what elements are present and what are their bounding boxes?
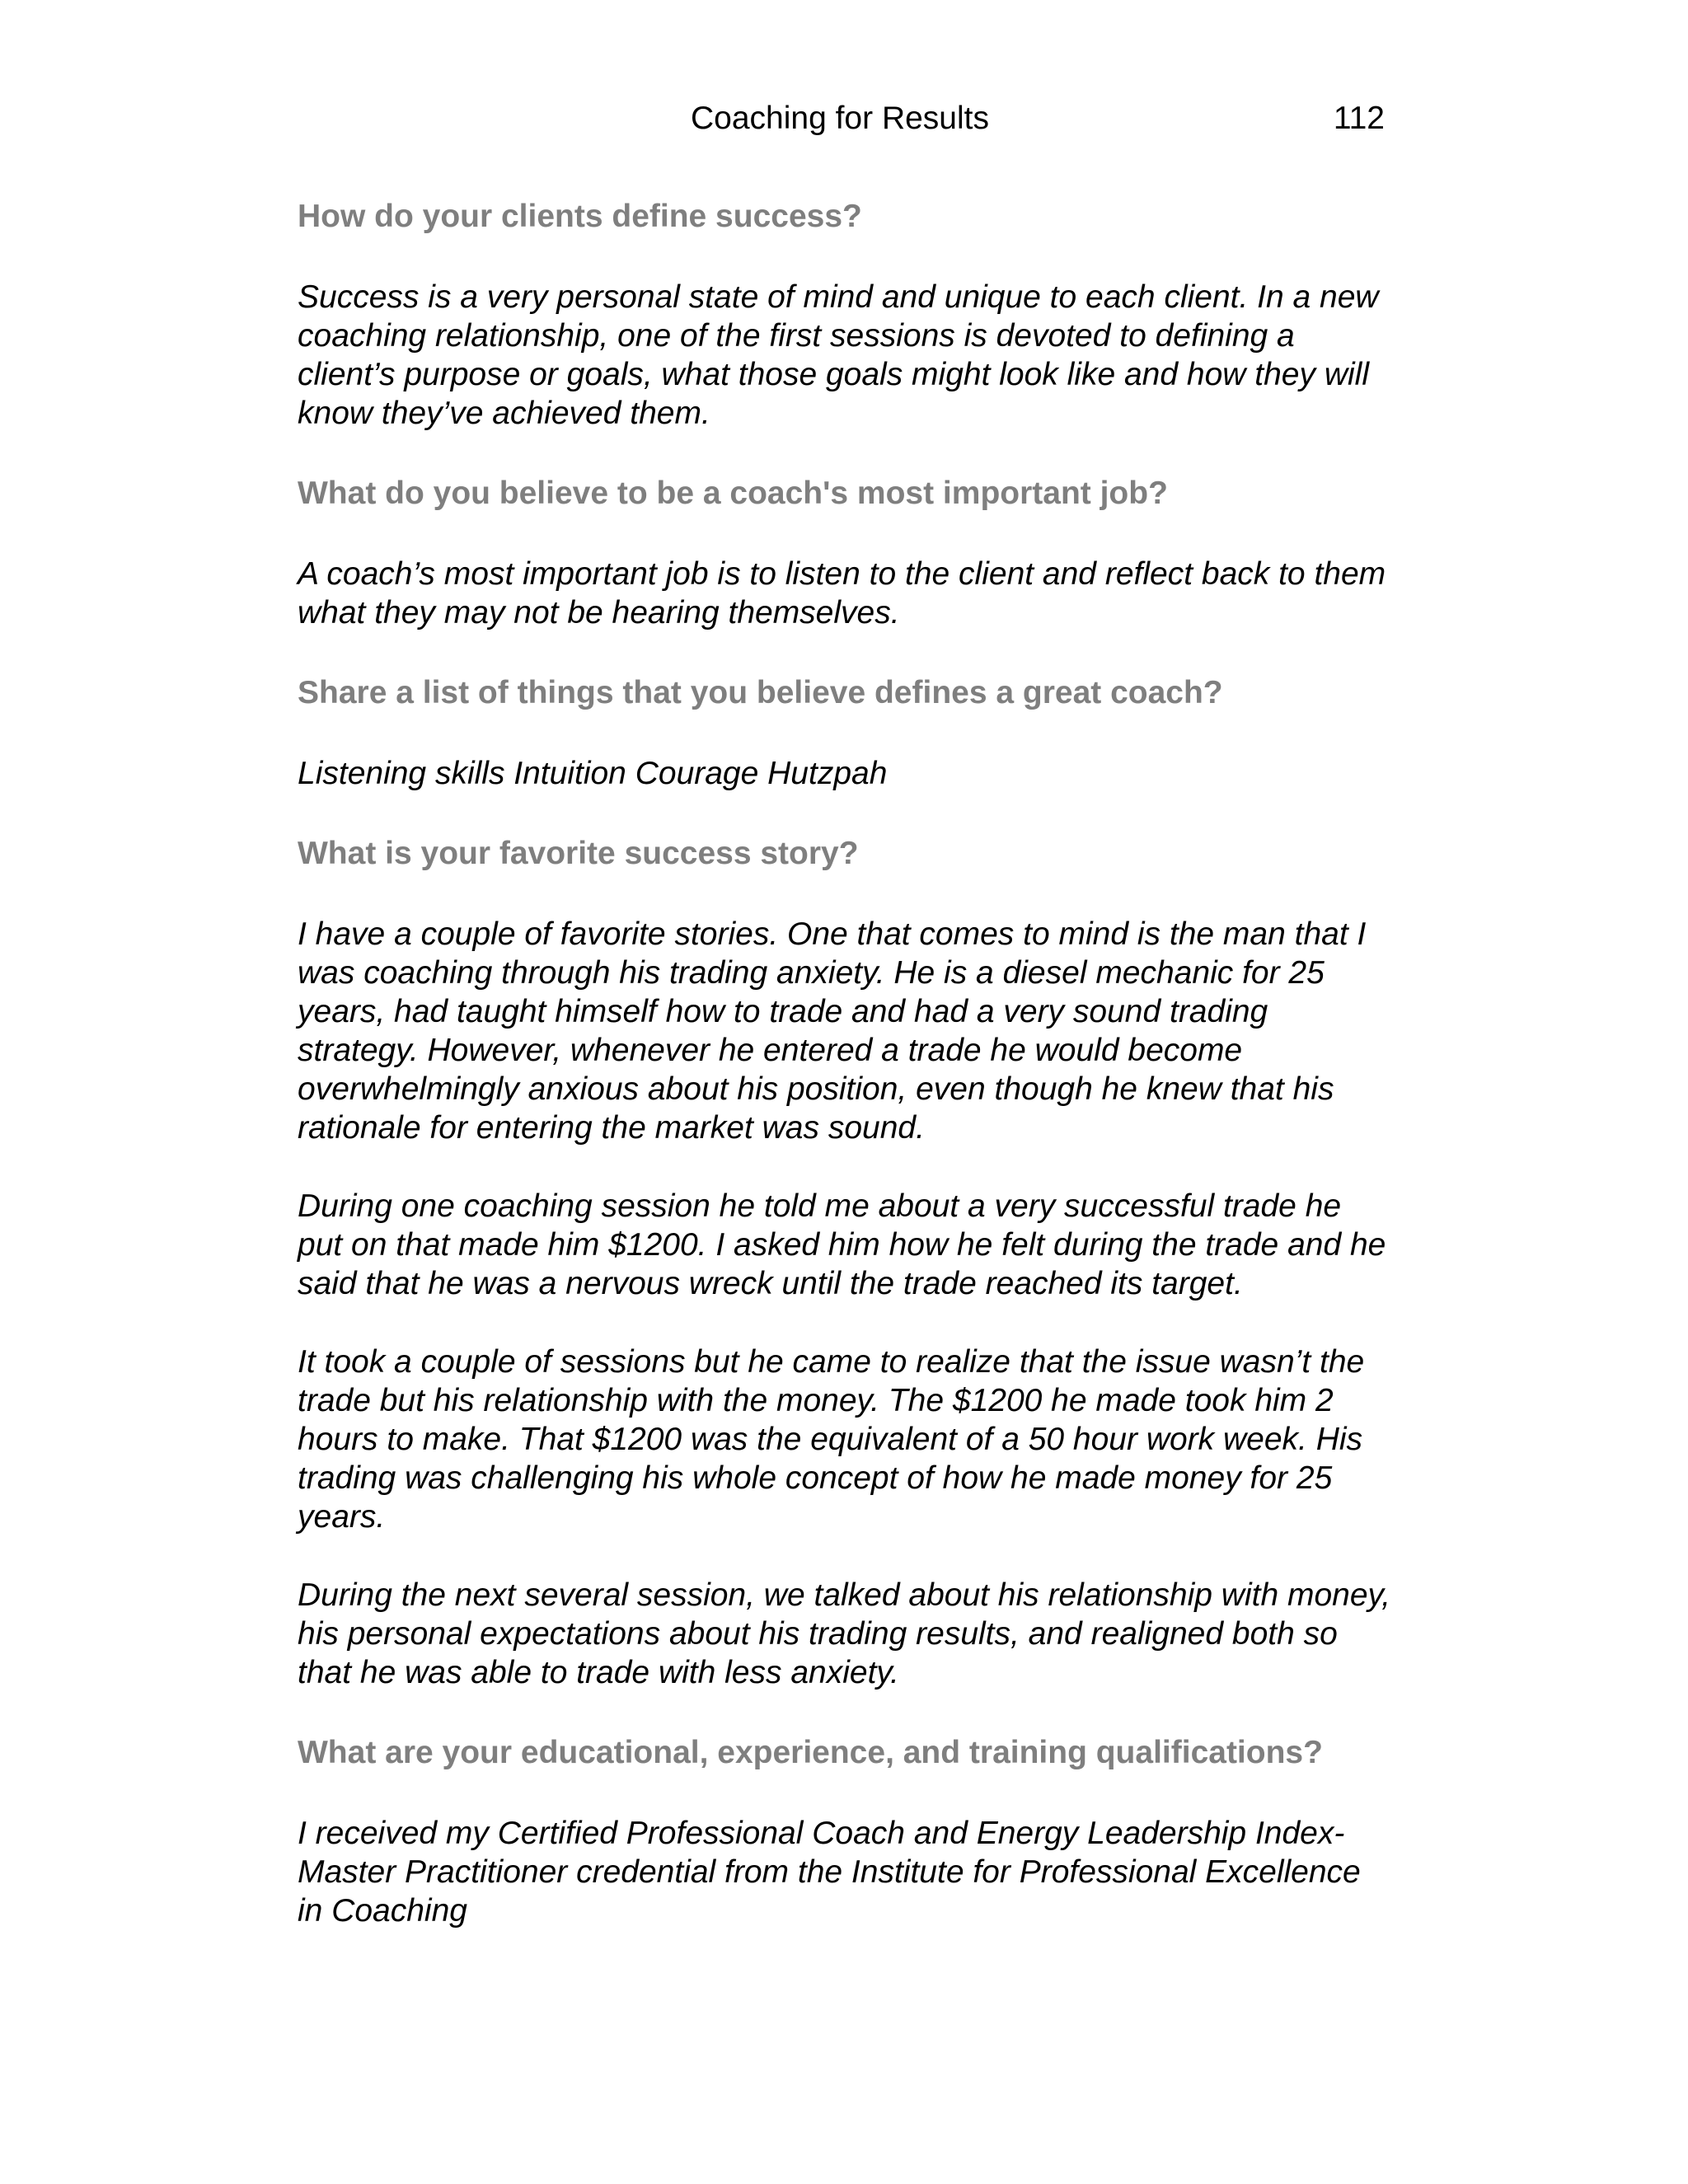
running-header [295,97,1385,140]
answer-success-story-paragraph-4: During the next several session, we talked about his relationship with money, his personal expectations about his trading results, and realigned both so that he was able to trade with less anxiety. [298,1577,1390,1690]
question-coach-important-job: What do you believe to be a coach's most important job? [298,476,1168,511]
interview-content [298,195,1394,1970]
answer-qualifications: I received my Certified Professional Coach and Energy Leadership Index-Master Practitioner credential from the Institute for Professional Excellence in Coaching [298,1816,1361,1929]
answer-coach-important-job: A coach’s most important job is to listen to the client and reflect back to them what they may not be hearing themselves. [298,556,1386,630]
answer-great-coach-list: Listening skills Intuition Courage Hutzpah [298,756,888,791]
running-title: Coaching for Results [690,101,989,136]
question-favorite-success-story: What is your favorite success story? [298,836,859,871]
answer-define-success: Success is a very personal state of mind and unique to each client. In a new coaching relationship, one of the first sessions is devoted to defining a client’s purpose or goals, what those goals might look like and how they will know they’ve achieved them. [298,279,1379,431]
answer-success-story-paragraph-2: During one coaching session he told me about a very successful trade he put on that made him $1200. I asked him how he felt during the trade and he said that he was a nervous wreck until the trade reached its target. [298,1188,1386,1301]
answer-success-story-paragraph-3: It took a couple of sessions but he came to realize that the issue wasn’t the trade but his relationship with the money. The $1200 he made took him 2 hours to make. That $1200 was the equivalent of a 50 hour work week. His trading was challenging his whole concept of how he made money for 25 years. [298,1344,1365,1535]
page-number: 112 [1333,101,1385,136]
question-great-coach-list: Share a list of things that you believe defines a great coach? [298,675,1223,710]
answer-success-story-paragraph-1: I have a couple of favorite stories. One that comes to mind is the man that I was coaching through his trading anxiety. He is a diesel mechanic for 25 years, had taught himself how to trade and had a very sound trading strategy. However, whenever he entered a trade he would become overwhelmingly anxious about his position, even though he knew that his rationale for entering the market was sound. [298,916,1367,1146]
question-qualifications: What are your educational, experience, and training qualifications? [298,1735,1323,1770]
question-define-success: How do your clients define success? [298,199,862,234]
